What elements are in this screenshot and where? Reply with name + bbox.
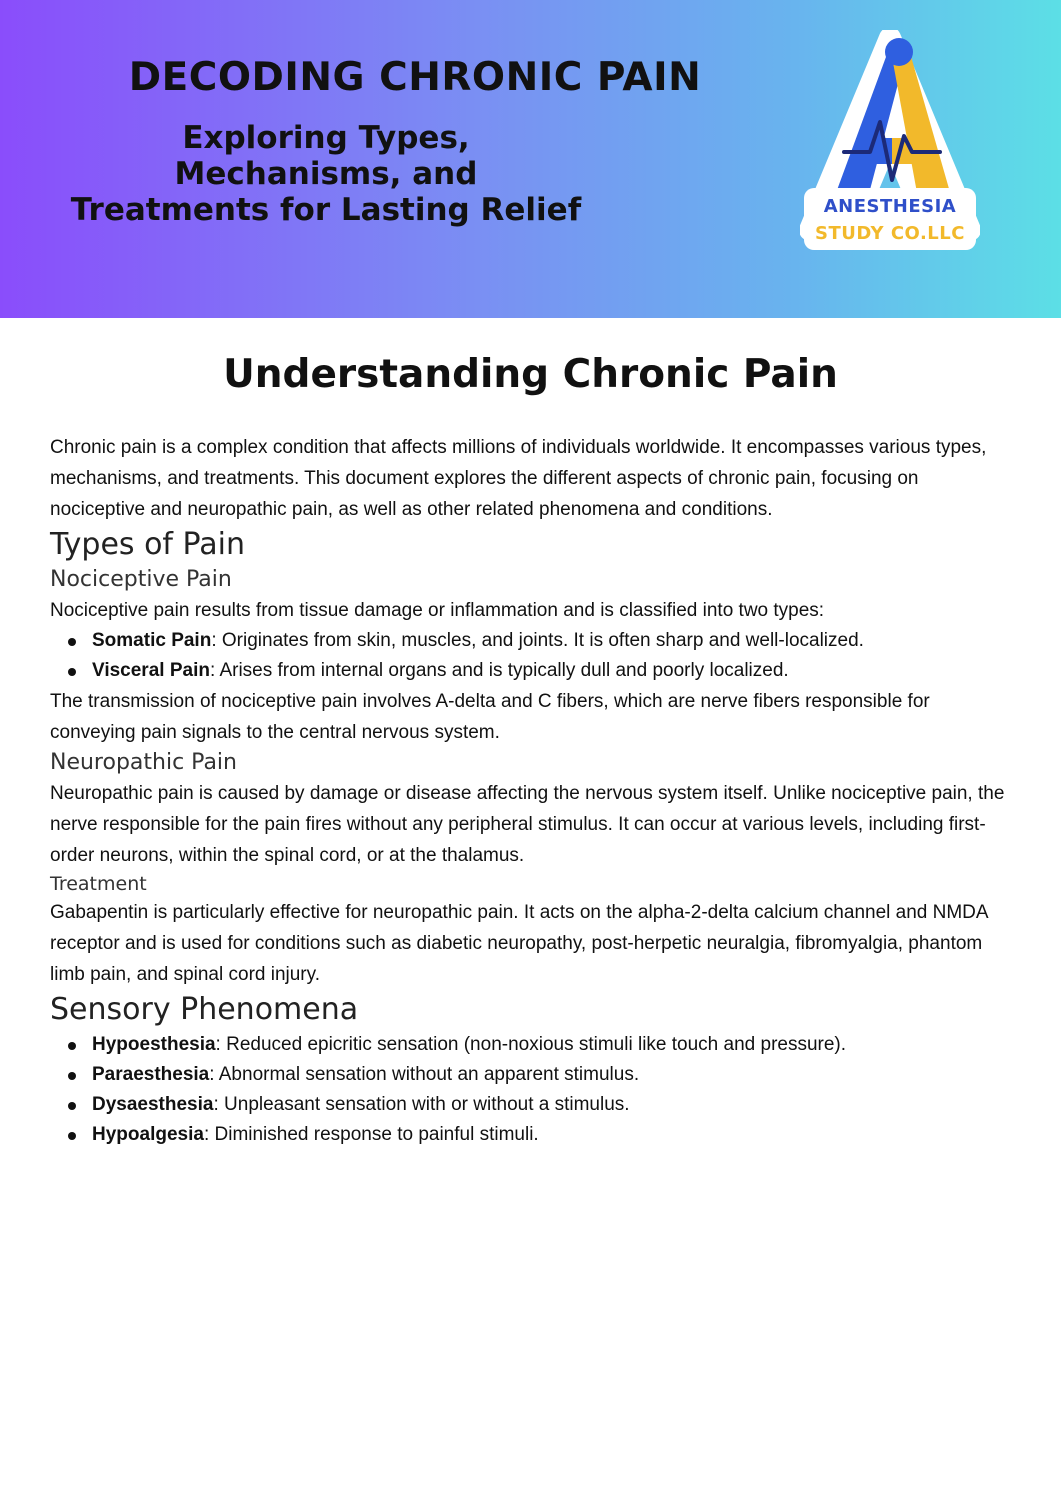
logo-text-line1: ANESTHESIA	[823, 196, 957, 217]
header-banner	[0, 0, 1061, 318]
bullet-icon	[68, 668, 76, 676]
neuropathic-pain-heading: Neuropathic Pain	[50, 750, 237, 775]
bullet-icon	[68, 1132, 76, 1140]
list-item-term: Paraesthesia	[92, 1064, 210, 1085]
list-item-desc: : Arises from internal organs and is typically dull and poorly localized.	[209, 660, 789, 681]
bullet-icon	[68, 1102, 76, 1110]
nociceptive-types-list	[50, 626, 1018, 686]
list-item	[50, 626, 1018, 656]
list-item-term: Hypoesthesia	[92, 1034, 216, 1055]
list-item	[50, 1060, 1018, 1090]
list-item-desc: : Diminished response to painful stimuli.	[203, 1124, 539, 1145]
list-item	[50, 656, 1018, 686]
list-item-term: Dysaesthesia	[92, 1094, 214, 1115]
list-item-desc: : Originates from skin, muscles, and joints. It is often sharp and well-localized.	[211, 630, 864, 651]
nociceptive-transmission: The transmission of nociceptive pain involves A-delta and C fibers, which are nerve fibers responsible for conveying pain signals to the central nervous system.	[50, 691, 930, 743]
main-title: Understanding Chronic Pain	[223, 352, 838, 397]
bullet-icon	[68, 1072, 76, 1080]
list-item-term: Somatic Pain	[92, 630, 212, 651]
neuropathic-body: Neuropathic pain is caused by damage or disease affecting the nervous system itself. Unlike nociceptive pain, the nerve responsible for the pain fires without any peripheral stimulus. It can occur at various levels, including first-order neurons, within the spinal cord, or at the thalamus.	[50, 783, 1005, 866]
list-item-desc: : Abnormal sensation without an apparent stimulus.	[209, 1064, 640, 1085]
bullet-icon	[68, 638, 76, 646]
sensory-phenomena-list	[50, 1030, 1018, 1150]
bullet-icon	[68, 1042, 76, 1050]
intro-paragraph: Chronic pain is a complex condition that affects millions of individuals worldwide. It encompasses various types, mechanisms, and treatments. This document explores the different aspects of chronic pain, focusing on nociceptive and neuropathic pain, as well as other related phenomena and conditions.	[50, 437, 987, 520]
company-logo	[800, 30, 980, 255]
header-subtitle: Exploring Types, Mechanisms, and Treatments for Lasting Relief	[70, 120, 582, 228]
list-item-desc: : Reduced epicritic sensation (non-noxious stimuli like touch and pressure).	[215, 1034, 847, 1055]
list-item-term: Visceral Pain	[92, 660, 210, 681]
list-item	[50, 1030, 1018, 1060]
logo-text-line2: STUDY CO.LLC	[815, 223, 965, 244]
treatment-body: Gabapentin is particularly effective for neuropathic pain. It acts on the alpha-2-delta calcium channel and NMDA receptor and is used for conditions such as diabetic neuropathy, post-herpetic neuralgia, fibromyalgia, phantom limb pain, and spinal cord injury.	[50, 902, 988, 985]
sensory-phenomena-heading: Sensory Phenomena	[50, 992, 359, 1027]
nociceptive-pain-heading: Nociceptive Pain	[50, 567, 232, 592]
list-item	[50, 1090, 1018, 1120]
list-item-term: Hypoalgesia	[92, 1124, 204, 1145]
nociceptive-intro: Nociceptive pain results from tissue damage or inflammation and is classified into two types:	[50, 600, 825, 621]
list-item	[50, 1120, 1018, 1150]
types-of-pain-heading: Types of Pain	[50, 527, 245, 562]
document-body	[50, 432, 1018, 1150]
treatment-heading: Treatment	[50, 873, 147, 895]
header-title: DECODING CHRONIC PAIN	[128, 55, 702, 100]
logo-letter-a-icon	[800, 30, 980, 255]
list-item-desc: : Unpleasant sensation with or without a stimulus.	[213, 1094, 630, 1115]
